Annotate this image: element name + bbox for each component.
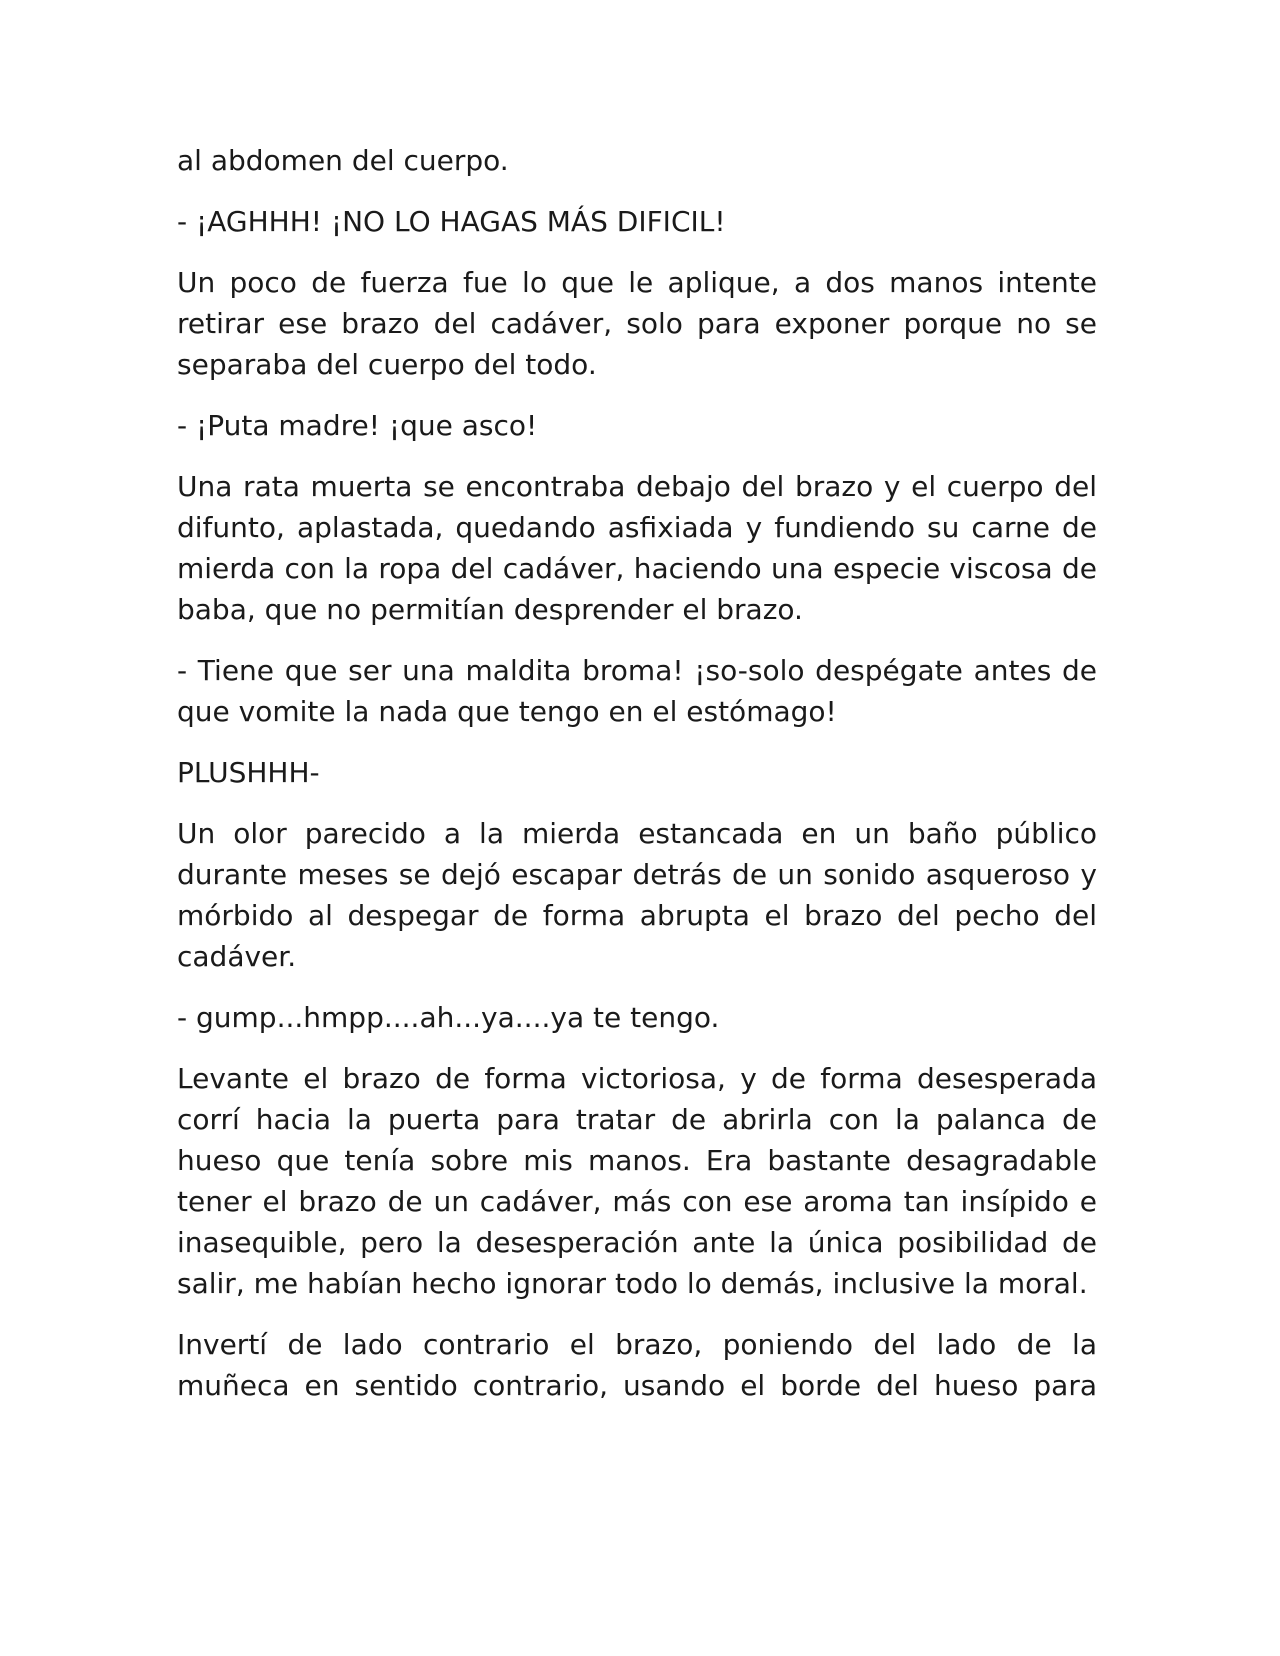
paragraph: Levante el brazo de forma victoriosa, y de forma desesperada corrí hacia la puerta para tratar de abrirla con la palanca de hueso que tenía sobre mis manos. Era bastante desagradable tener el brazo de un cadáver, más con ese aroma tan insípido e inasequible, pero la desesperación ante la única posibilidad de salir, me habían hecho ignorar todo lo demás, inclusive la moral.	[177, 1062, 1097, 1300]
paragraph: Una rata muerta se encontraba debajo del brazo y el cuerpo del difunto, aplastada, quedando asfixiada y fundiendo su carne de mierda con la ropa del cadáver, haciendo una especie viscosa de baba, que no permitían desprender el brazo.	[177, 470, 1097, 626]
paragraph: Invertí de lado contrario el brazo, poniendo del lado de la muñeca en sentido contrario, usando el borde del hueso para	[177, 1328, 1097, 1402]
paragraph: - ¡AGHHH! ¡NO LO HAGAS MÁS DIFICIL!	[177, 205, 726, 238]
paragraph: al abdomen del cuerpo.	[177, 144, 509, 177]
document-page	[177, 140, 1097, 1426]
paragraph: - gump...hmpp....ah...ya....ya te tengo.	[177, 1001, 720, 1034]
paragraph: Un olor parecido a la mierda estancada en un baño público durante meses se dejó escapar detrás de un sonido asqueroso y mórbido al despegar de forma abrupta el brazo del pecho del cadáver.	[177, 817, 1097, 973]
paragraph: - Tiene que ser una maldita broma! ¡so-solo despégate antes de que vomite la nada que tengo en el estómago!	[177, 654, 1097, 728]
paragraph: Un poco de fuerza fue lo que le aplique, a dos manos intente retirar ese brazo del cadáver, solo para exponer porque no se separaba del cuerpo del todo.	[177, 266, 1097, 381]
paragraph: - ¡Puta madre! ¡que asco!	[177, 409, 538, 442]
paragraph: PLUSHHH-	[177, 756, 320, 789]
